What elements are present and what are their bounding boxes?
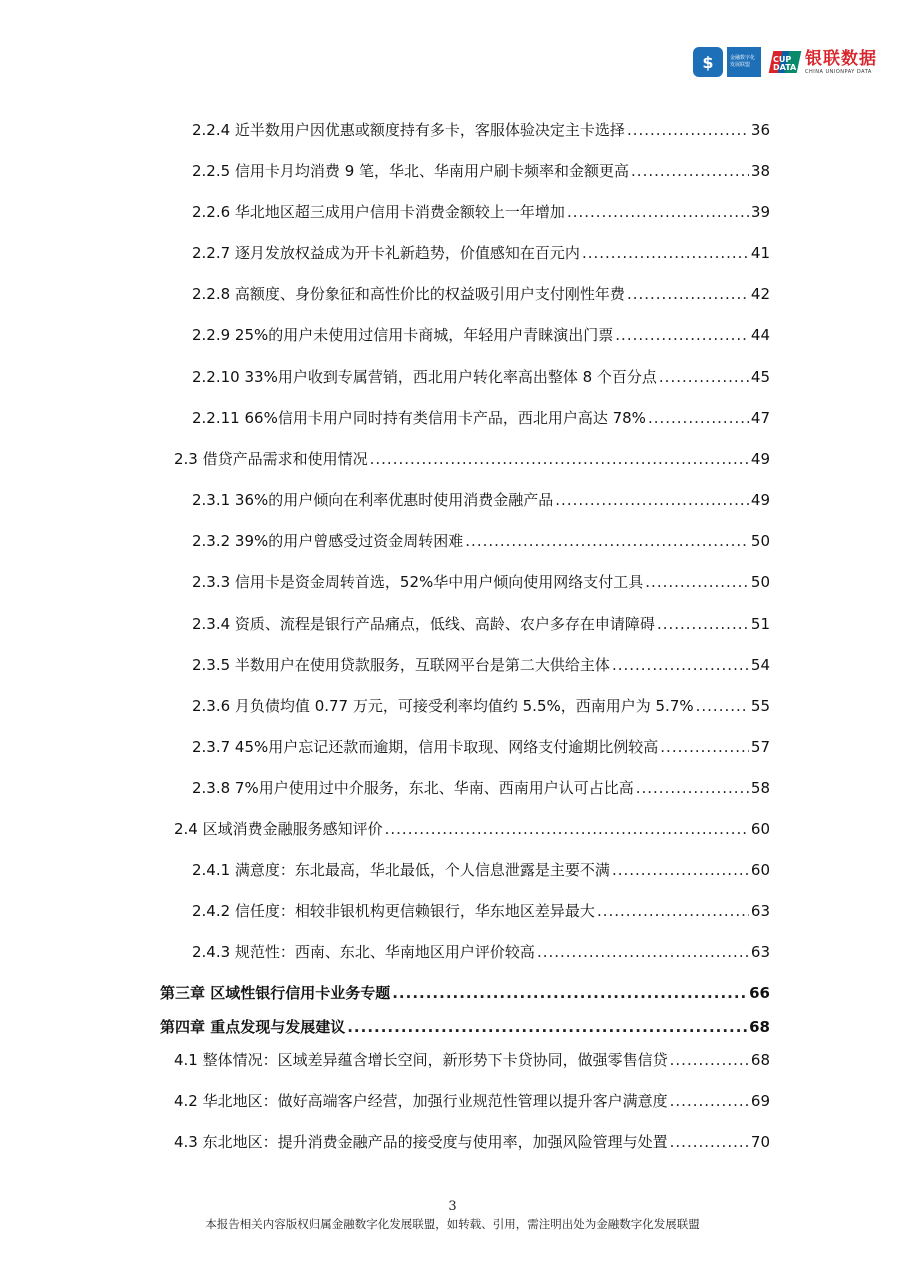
toc-entry[interactable]	[192, 571, 770, 593]
toc-dot-leader	[636, 777, 749, 799]
toc-entry[interactable]	[160, 982, 770, 1004]
toc-entry[interactable]	[192, 119, 770, 141]
toc-entry-page: 60	[750, 861, 770, 879]
toc-entry-title: 2.3 借贷产品需求和使用情况	[174, 450, 368, 468]
toc-entry[interactable]	[192, 489, 770, 511]
toc-entry[interactable]	[192, 160, 770, 182]
toc-entry[interactable]	[192, 777, 770, 799]
toc-entry-title: 2.2.10 33%用户收到专属营销，西北用户转化率高出整体 8 个百分点	[192, 368, 657, 386]
toc-dot-leader	[567, 201, 749, 223]
toc-entry-title: 2.4.3 规范性：西南、东北、华南地区用户评价较高	[192, 943, 535, 961]
toc-entry-page: 42	[750, 285, 770, 303]
toc-entry[interactable]	[192, 283, 770, 305]
unionpay-data-brand-cn: 银联数据	[805, 48, 877, 69]
toc-dot-leader	[370, 448, 749, 470]
toc-entry-page: 44	[750, 326, 770, 344]
toc-entry[interactable]	[192, 859, 770, 881]
toc-dot-leader	[615, 324, 749, 346]
toc-entry-title: 2.2.5 信用卡月均消费 9 笔，华北、华南用户刷卡频率和金额更高	[192, 162, 630, 180]
toc-entry[interactable]	[174, 818, 770, 840]
toc-entry-page: 69	[750, 1092, 770, 1110]
toc-entry-page: 68	[750, 1051, 770, 1069]
toc-entry-page: 41	[750, 244, 770, 262]
toc-entry-page: 54	[750, 656, 770, 674]
fintech-alliance-logo-line-2: 发展联盟	[730, 62, 751, 68]
toc-entry[interactable]	[192, 407, 770, 429]
toc-entry-title: 2.3.5 半数用户在使用贷款服务，互联网平台是第二大供给主体	[192, 656, 610, 674]
toc-dot-leader	[631, 160, 749, 182]
toc-dot-leader	[645, 571, 749, 593]
toc-entry-page: 68	[749, 1018, 770, 1036]
toc-dot-leader	[670, 1090, 749, 1112]
unionpay-data-logo	[771, 47, 877, 77]
toc-dot-leader	[537, 941, 749, 963]
toc-entry-title: 2.3.8 7%用户使用过中介服务，东北、华南、西南用户认可占比高	[192, 779, 634, 797]
toc-entry-page: 63	[750, 902, 770, 920]
toc-entry-page: 51	[750, 615, 770, 633]
unionpay-data-wordmark	[805, 49, 877, 76]
toc-dot-leader	[612, 654, 749, 676]
toc-entry-title: 2.2.4 近半数用户因优惠或额度持有多卡，客服体验决定主卡选择	[192, 121, 625, 139]
toc-dot-leader	[696, 695, 749, 717]
toc-entry[interactable]	[192, 530, 770, 552]
toc-entry-page: 38	[750, 162, 770, 180]
toc-dot-leader	[385, 818, 749, 840]
toc-entry[interactable]	[174, 1131, 770, 1153]
toc-dot-leader	[659, 366, 749, 388]
toc-entry-page: 39	[750, 203, 770, 221]
fintech-alliance-logo-line-1: 金融数字化	[730, 55, 756, 61]
toc-entry[interactable]	[174, 1049, 770, 1071]
toc-entry-page: 57	[750, 738, 770, 756]
toc-entry-page: 49	[750, 450, 770, 468]
toc-dot-leader	[670, 1049, 749, 1071]
toc-entry-page: 50	[750, 532, 770, 550]
cup-data-icon-text: CUP DATA	[773, 55, 797, 72]
toc-entry[interactable]	[160, 1016, 770, 1038]
toc-entry-title: 4.2 华北地区：做好高端客户经营，加强行业规范性管理以提升客户满意度	[174, 1092, 668, 1110]
toc-entry-title: 2.2.11 66%信用卡用户同时持有类信用卡产品，西北用户高达 78%	[192, 409, 646, 427]
toc-entry-page: 60	[750, 820, 770, 838]
toc-dot-leader	[660, 736, 749, 758]
toc-entry-title: 第四章 重点发现与发展建议	[160, 1018, 346, 1036]
toc-entry-title: 2.3.1 36%的用户倾向在利率优惠时使用消费金融产品	[192, 491, 554, 509]
toc-entry-title: 2.3.3 信用卡是资金周转首选，52%华中用户倾向使用网络支付工具	[192, 573, 644, 591]
toc-entry-page: 58	[750, 779, 770, 797]
toc-entry-title: 2.4.2 信任度：相较非银机构更信赖银行，华东地区差异最大	[192, 902, 595, 920]
toc-entry[interactable]	[192, 366, 770, 388]
toc-entry-title: 2.2.9 25%的用户未使用过信用卡商城，年轻用户青睐演出门票	[192, 326, 614, 344]
fintech-alliance-logo-mark: $	[693, 47, 723, 77]
toc-entry[interactable]	[192, 324, 770, 346]
toc-entry-title: 2.3.6 月负债均值 0.77 万元，可接受利率均值约 5.5%，西南用户为 5.7%	[192, 697, 694, 715]
toc-entry[interactable]	[192, 201, 770, 223]
toc-dot-leader	[627, 119, 749, 141]
toc-dot-leader	[670, 1131, 749, 1153]
fintech-alliance-logo	[693, 47, 761, 77]
toc-entry-page: 36	[750, 121, 770, 139]
toc-entry-page: 66	[749, 984, 770, 1002]
toc-dot-leader	[597, 900, 749, 922]
toc-entry-page: 70	[750, 1133, 770, 1151]
toc-dot-leader	[465, 530, 749, 552]
toc-entry[interactable]	[192, 242, 770, 264]
toc-dot-leader	[392, 982, 747, 1004]
toc-entry-title: 2.3.2 39%的用户曾感受过资金周转困难	[192, 532, 464, 550]
toc-entry[interactable]	[192, 900, 770, 922]
toc-entry-page: 45	[750, 368, 770, 386]
toc-entry-title: 4.1 整体情况：区域差异蕴含增长空间，新形势下卡贷协同，做强零售信贷	[174, 1051, 668, 1069]
toc-entry[interactable]	[192, 941, 770, 963]
copyright-notice: 本报告相关内容版权归属金融数字化发展联盟，如转载、引用，需注明出处为金融数字化发展联盟	[205, 1217, 700, 1231]
toc-entry-title: 2.4 区域消费金融服务感知评价	[174, 820, 383, 838]
toc-dot-leader	[582, 242, 749, 264]
toc-dot-leader	[627, 283, 749, 305]
toc-entry-page: 50	[750, 573, 770, 591]
toc-dot-leader	[612, 859, 749, 881]
toc-entry-page: 49	[750, 491, 770, 509]
toc-entry[interactable]	[174, 1090, 770, 1112]
toc-dot-leader	[555, 489, 749, 511]
toc-entry-title: 2.3.7 45%用户忘记还款而逾期，信用卡取现、网络支付逾期比例较高	[192, 738, 659, 756]
header-logos	[693, 44, 877, 80]
toc-dot-leader	[347, 1016, 747, 1038]
toc-entry-title: 2.3.4 资质、流程是银行产品痛点，低线、高龄、农户多存在申请障碍	[192, 615, 655, 633]
fintech-alliance-logo-text	[727, 47, 761, 77]
toc-entry[interactable]	[192, 736, 770, 758]
toc-entry-title: 2.2.6 华北地区超三成用户信用卡消费金额较上一年增加	[192, 203, 565, 221]
toc-entry[interactable]	[174, 448, 770, 470]
toc-entry-page: 47	[750, 409, 770, 427]
toc-entry-title: 第三章 区域性银行信用卡业务专题	[160, 984, 391, 1002]
toc-entry-page: 55	[750, 697, 770, 715]
toc-entry-page: 63	[750, 943, 770, 961]
unionpay-data-brand-en: CHINA UNIONPAY DATA	[805, 68, 872, 75]
toc-entry-title: 2.2.8 高额度、身份象征和高性价比的权益吸引用户支付刚性年费	[192, 285, 625, 303]
page-number: 3	[448, 1199, 457, 1214]
toc-entry-title: 2.4.1 满意度：东北最高，华北最低，个人信息泄露是主要不满	[192, 861, 610, 879]
toc-entry[interactable]	[192, 613, 770, 635]
toc-dot-leader	[648, 407, 749, 429]
toc-dot-leader	[657, 613, 749, 635]
toc-entry-title: 2.2.7 逐月发放权益成为开卡礼新趋势，价值感知在百元内	[192, 244, 580, 262]
toc-entry[interactable]	[192, 654, 770, 676]
toc-entry[interactable]	[192, 695, 770, 717]
cup-data-icon	[771, 47, 801, 77]
toc-entry-title: 4.3 东北地区：提升消费金融产品的接受度与使用率，加强风险管理与处置	[174, 1133, 668, 1151]
